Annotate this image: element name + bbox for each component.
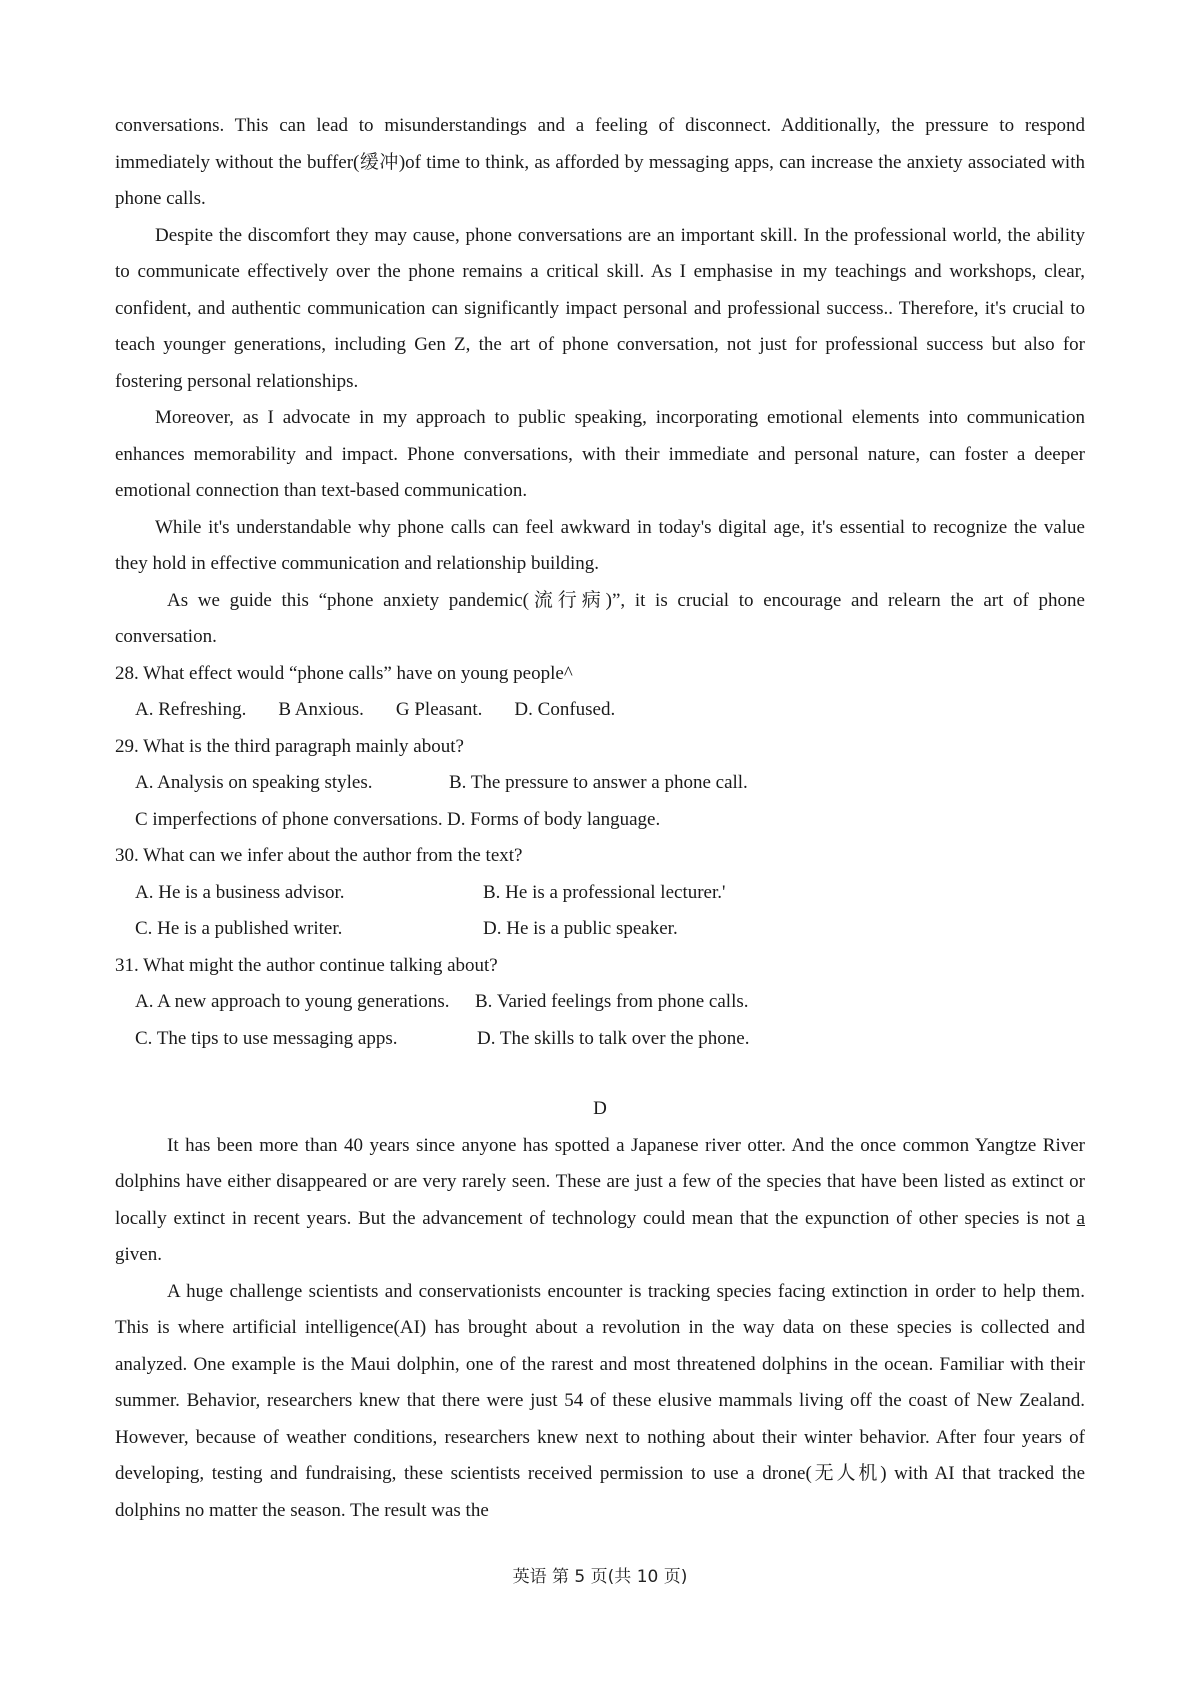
option-b: B. The pressure to answer a phone call. (449, 772, 748, 793)
option-d: D. Confused. (514, 699, 616, 720)
question-options-row-2 (135, 1021, 1085, 1058)
question-options-row-2 (135, 911, 1085, 948)
question-options-row-1 (135, 875, 1085, 912)
passage-d-paragraph-1 (115, 1128, 1085, 1274)
passage-d-paragraph-2: A huge challenge scientists and conservationists encounter is tracking species facing extinction in order to help them. This is where artificial intelligence(AI) has brought about a revolution in the way data on these species is collected and analyzed. One example is the Maui dolphin, one of the rarest and most threatened dolphins in the ocean. Familiar with their summer. Behavior, researchers knew that there were just 54 of these elusive mammals living off the coast of New Zealand. However, because of weather conditions, researchers knew next to nothing about their winter behavior. After four years of developing, testing and fundraising, these scientists received permission to use a drone(无人机) with AI that tracked the dolphins no matter the season. The result was the (115, 1280, 1085, 1521)
question-stem: 30. What can we infer about the author from the text? (115, 845, 523, 866)
option-a: A. A new approach to young generations. (135, 991, 450, 1012)
question-29 (115, 729, 1085, 839)
option-b: B Anxious. (278, 699, 364, 720)
question-30 (115, 838, 1085, 948)
passage-c-paragraph-2: Despite the discomfort they may cause, phone conversations are an important skill. In the professional world, the ability to communicate effectively over the phone remains a critical skill. As I emphasise in my teachings and workshops, clear, confident, and authentic communication can significantly impact personal and professional success.. Therefore, it's crucial to teach younger generations, including Gen Z, the art of phone conversation, not just for professional success but also for fostering personal relationships. (115, 224, 1085, 392)
option-c: G Pleasant. (395, 699, 483, 720)
option-d: D. He is a public speaker. (483, 918, 678, 939)
option-d: D. Forms of body language. (447, 808, 661, 830)
option-b: B. Varied feelings from phone calls. (475, 991, 749, 1012)
option-a: A. Refreshing. (135, 699, 247, 720)
question-options-row-1 (135, 765, 1085, 802)
question-stem: 31. What might the author continue talking about? (115, 954, 498, 976)
passage-d-paragraph-1-end: given. (115, 1244, 162, 1265)
option-c: C. The tips to use messaging apps. (135, 1027, 398, 1049)
question-stem: 28. What effect would “phone calls” have on young people^ (115, 662, 573, 684)
passage-c-paragraph-1: conversations. This can lead to misunderstandings and a feeling of disconnect. Additionally, the pressure to respond immediately without the buffer(缓冲)of time to think, as afforded by messaging apps, can increase the anxiety associated with phone calls. (115, 115, 1085, 209)
question-31 (115, 948, 1085, 1058)
option-b: B. He is a professional lecturer.' (483, 881, 726, 903)
exam-page (115, 108, 1085, 1529)
passage-c-paragraph-5: As we guide this “phone anxiety pandemic(流行病)”, it is crucial to encourage and relearn the art of phone conversation. (115, 589, 1085, 647)
option-d: D. The skills to talk over the phone. (477, 1027, 750, 1049)
question-28 (115, 656, 1085, 729)
option-c: C. He is a published writer. (135, 918, 343, 939)
question-options-row-1 (135, 984, 1085, 1021)
underlined-word: a (1076, 1207, 1085, 1229)
question-stem: 29. What is the third paragraph mainly about? (115, 735, 464, 757)
passage-c-paragraph-3: Moreover, as I advocate in my approach to public speaking, incorporating emotional elements into communication enhances memorability and impact. Phone conversations, with their immediate and personal nature, can foster a deeper emotional connection than text-based communication. (115, 407, 1085, 501)
passage-d-paragraph-1-text: It has been more than 40 years since anyone has spotted a Japanese river otter. And the once common Yangtze River dolphins have either disappeared or are very rarely seen. These are just a few of the species that have been listed as extinct or locally extinct in recent years. But the advancement of technology could mean that the expunction of other species is not (115, 1134, 1085, 1229)
option-c: C imperfections of phone conversations. (135, 808, 443, 830)
passage-c-paragraph-4: While it's understandable why phone calls can feel awkward in today's digital age, it's essential to recognize the value they hold in effective communication and relationship building. (115, 516, 1085, 574)
page-footer: 英语 第 5 页(共 10 页) (512, 1567, 688, 1587)
option-a: A. He is a business advisor. (135, 881, 345, 903)
question-options-row-2 (135, 802, 1085, 839)
question-options (135, 692, 1085, 729)
section-heading: D (593, 1098, 607, 1119)
option-a: A. Analysis on speaking styles. (135, 772, 373, 793)
